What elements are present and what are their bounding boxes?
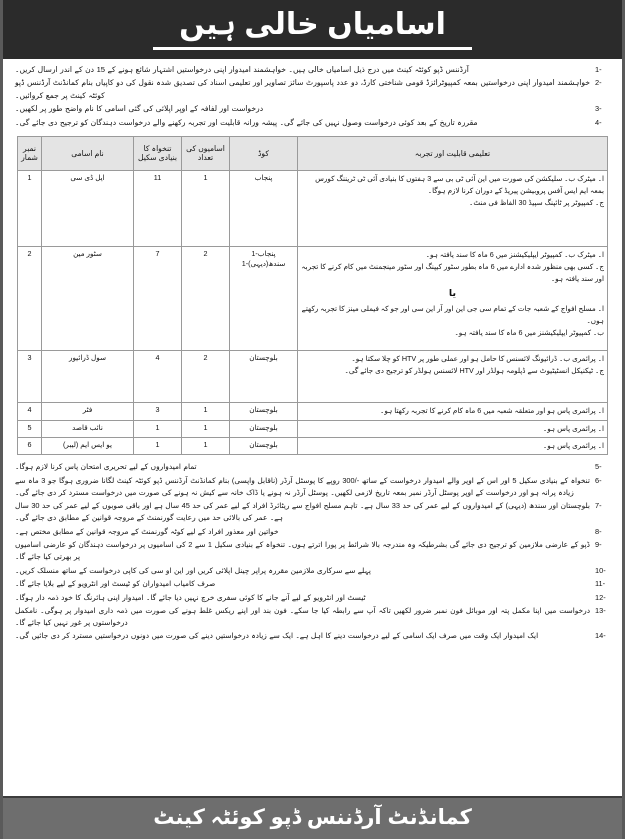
cell-pay-scale: 3	[134, 402, 182, 420]
cell-qualification	[298, 438, 608, 455]
notes-top-list	[3, 59, 622, 134]
column-header-qualification: تعلیمی قابلیت اور تجربہ	[298, 136, 608, 170]
qualification-line: ا۔ پرائمری پاس ہو اور متعلقہ شعبہ میں 6 ماہ کام کرنے کا تجربہ رکھتا ہو۔	[380, 405, 604, 415]
note-number: 1-	[595, 64, 602, 74]
cell-serial: 1	[18, 170, 42, 246]
note-text: ٹیسٹ اور انٹرویو کے لیے آنے جانے کا کوئی سفری خرچ نہیں دیا جائے گا۔ امیدوار اپنی ہائرنگ کا خود ذمہ دار ہوگا۔	[15, 592, 366, 602]
qualification-line: ا۔ پرائمری پاس ہو۔	[542, 441, 604, 451]
note-item	[15, 578, 610, 590]
note-number: 2-	[595, 78, 602, 88]
note-item	[15, 630, 610, 642]
note-number: 7-	[595, 501, 602, 511]
note-number: 10-	[595, 565, 606, 575]
note-number: 5-	[595, 462, 602, 472]
cell-pay-scale: 1	[134, 420, 182, 437]
note-item	[15, 526, 610, 538]
cell-serial: 6	[18, 438, 42, 455]
cell-qualification	[298, 350, 608, 402]
cell-vacancy-count: 1	[182, 420, 230, 437]
column-header-name: نام اسامی	[42, 136, 134, 170]
note-text: مقررہ تاریخ کے بعد کوئی درخواست وصول نہیں کی جائے گی۔ پیشہ ورانہ قابلیت اور تجربہ رکھنے والے درخواست دہندگان کو ترجیح دی جائے گی۔	[15, 118, 478, 128]
note-text: آرڈننس ڈپو کوئٹہ کینٹ میں درج ذیل اسامیاں خالی ہیں۔ خواہشمند امیدوار اپنی درخواستیں اشتہار شائع ہونے کے 15 دن کے اندر ارسال کریں۔	[15, 64, 469, 74]
note-item	[15, 117, 610, 129]
cell-qualification	[298, 402, 608, 420]
cell-vacancy-count: 2	[182, 350, 230, 402]
note-number: 11-	[595, 579, 606, 589]
note-item	[15, 500, 610, 524]
cell-vacancy-count: 1	[182, 170, 230, 246]
note-text: تمام امیدواروں کے لیے تحریری امتحان پاس کرنا لازم ہوگا۔	[15, 462, 197, 472]
code-line: سندھ(دیہی)-1	[241, 259, 286, 269]
cell-pay-scale: 4	[134, 350, 182, 402]
note-text: پہلے سے سرکاری ملازمین مقررہ پراپر چینل اپلائی کریں اور این او سی کی کاپی درخواست کے ساتھ منسلک کریں۔	[15, 565, 371, 575]
note-text: خواتین اور معذور افراد کے لیے کوٹہ گورنمنٹ کے مروجہ قوانین کے مطابق مختص ہے۔	[15, 526, 279, 536]
note-number: 12-	[595, 592, 606, 602]
note-item	[15, 565, 610, 577]
column-header-scale: تنخواہ کا بنیادی سکیل	[134, 136, 182, 170]
cell-qualification	[298, 420, 608, 437]
table-header-row	[18, 136, 608, 170]
qualification-line: ج۔ کسی بھی منظور شدہ ادارے میں 6 ماہ بطور سٹور کیپنگ اور سٹور مینجمنٹ میں کام کرنے کا تجربہ اور سند یافتہ ہو۔	[301, 262, 604, 284]
notes-bottom-list	[3, 456, 622, 647]
page-title: اسامیاں خالی ہیں	[153, 6, 472, 50]
column-header-serial: نمبر شمار	[18, 136, 42, 170]
note-text: خواہشمند امیدوار اپنی درخواستیں بمعہ کمپیوٹرائزڈ قومی شناختی کارڈ، دو عدد پاسپورٹ سائز تصاویر اور تعلیمی اسناد کی تصدیق شدہ نقول کی دو کاپیاں بنام کمانڈنٹ آرڈننس ڈپو کوئٹہ کینٹ پر جمع کروائیں۔	[15, 78, 590, 100]
cell-post-name: سول ڈرائیور	[42, 350, 134, 402]
note-text: درخواست اور لفافہ کے اوپر اپلائی کی گئی اسامی کا نام واضح طور پر لکھیں۔	[15, 104, 264, 114]
vacancy-table-wrapper	[3, 134, 622, 456]
note-number: 8-	[595, 526, 602, 536]
cell-vacancy-count: 1	[182, 438, 230, 455]
table-row	[18, 420, 608, 437]
column-header-count: اسامیوں کی تعداد	[182, 136, 230, 170]
note-text: بلوچستان اور سندھ (دیہی) کے امیدواروں کے لیے عمر کی حد 33 سال ہے۔ تاہم مسلح افواج سے ریٹائرڈ افراد کے لیے عمر کی حد 45 سال ہے اور باقی صوبوں کے لیے عمر کی حد 30 سال ہے۔ عمر کی بالائی حد میں رعایت گورنمنٹ کے مروجہ قوانین کے مطابق دی جائے گی۔	[15, 501, 590, 523]
table-row	[18, 246, 608, 350]
column-header-code: کوڈ	[230, 136, 298, 170]
cell-post-name: فٹر	[42, 402, 134, 420]
note-item	[15, 539, 610, 563]
qualification-line: ا۔ میٹرک ب۔ کمپیوٹر ایپلیکیشنز میں 6 ماہ کا سند یافتہ ہو۔	[425, 249, 604, 259]
table-head	[18, 136, 608, 170]
qualification-line: بمعہ ایم ایس آفس پروبیشن پیریڈ کے دوران کرنا لازم ہوگا۔	[427, 186, 604, 196]
note-number: 6-	[595, 475, 602, 485]
issuing-authority: کمانڈنٹ آرڈننس ڈپو کوئٹہ کینٹ	[153, 805, 472, 829]
note-item	[15, 64, 610, 76]
qualification-line: ب۔ کمپیوٹر ایپلیکیشنز میں 6 ماہ کا سند یافتہ ہو۔	[454, 328, 604, 338]
note-number: 4-	[595, 118, 602, 128]
qualification-line: ا۔ پرائمری پاس ہو۔	[542, 423, 604, 433]
cell-serial: 3	[18, 350, 42, 402]
vacancy-table	[17, 136, 608, 455]
note-item	[15, 475, 610, 499]
table-row	[18, 438, 608, 455]
cell-pay-scale: 7	[134, 246, 182, 350]
cell-vacancy-count: 2	[182, 246, 230, 350]
cell-post-name: سٹور مین	[42, 246, 134, 350]
cell-post-name: نائب قاصد	[42, 420, 134, 437]
note-text: درخواست میں اپنا مکمل پتہ اور موبائل فون نمبر ضرور لکھیں تاکہ آپ سے رابطہ کیا جا سکے۔ فون بند اور اپنے ریکس غلط ہونے کی صورت میں ذمہ داری امیدوار پر ہوگی۔ نامکمل درخواستوں پر غور نہیں کیا جائے گا۔	[15, 606, 590, 627]
cell-code: بلوچستان	[230, 402, 298, 420]
cell-post-name: ایل ڈی سی	[42, 170, 134, 246]
table-body	[18, 170, 608, 454]
footer-spacer	[3, 647, 622, 796]
cell-qualification	[298, 246, 608, 350]
qualification-line: ج۔ ٹیکنیکل انسٹیٹیوٹ سے ڈپلومہ ہولڈر اور HTV لائسنس ہولڈر کو ترجیح دی جائے گی۔	[344, 366, 604, 376]
qualification-line: ا۔ مسلح افواج کے شعبہ جات کے تمام سی جی این اور آر این سی اور جو کہ فیملی مینز کا تجربہ رکھتے ہوں۔	[301, 304, 604, 326]
note-text: صرف کامیاب امیدواران کو ٹیسٹ اور انٹرویو کے لیے بلایا جائے گا۔	[15, 579, 216, 589]
cell-serial: 5	[18, 420, 42, 437]
qualification-line: یا	[448, 288, 457, 300]
cell-post-name: یو ایس ایم (لیبر)	[42, 438, 134, 455]
qualification-line: ا۔ پرائمری ب۔ ڈرائیونگ لائسنس کا حامل ہو اور عملی طور پر HTV کو چلا سکتا ہو۔	[351, 353, 604, 363]
code-line: پنجاب-1	[251, 248, 276, 258]
note-item	[15, 605, 610, 629]
cell-code: بلوچستان	[230, 350, 298, 402]
note-item	[15, 461, 610, 473]
table-row	[18, 350, 608, 402]
footer-banner	[3, 796, 622, 839]
cell-serial: 2	[18, 246, 42, 350]
note-item	[15, 103, 610, 115]
cell-qualification	[298, 170, 608, 246]
note-number: 9-	[595, 540, 602, 550]
cell-serial: 4	[18, 402, 42, 420]
cell-pay-scale: 11	[134, 170, 182, 246]
cell-code: بلوچستان	[230, 420, 298, 437]
note-number: 3-	[595, 104, 602, 114]
cell-code: بلوچستان	[230, 438, 298, 455]
note-text: تنخواہ کے بنیادی سکیل 5 اور اس کے اوپر والے امیدوار درخواست کے ساتھ -/300 روپے کا پوسٹل آرڈر (ناقابل واپسی) بنام کمانڈنٹ آرڈننس ڈپو کوئٹہ کینٹ لگانا ضروری ہوگا جو 3 ماہ سے زیادہ پرانہ ہو اور درخواست کے اوپر پوسٹل آرڈر نمبر بمعہ تاریخ لازمی لکھیں۔ پوسٹل آرڈر نہ ہونے یا ڈاک خانہ سے کیش نہ ہونے کی صورت میں درخواست مسترد کر دی جائے گی۔	[15, 475, 590, 497]
note-item	[15, 77, 610, 102]
qualification-line: ا۔ میٹرک ب۔ سلیکشن کی صورت میں این آئی ٹی بی سے 3 ہفتوں کا بنیادی آئی ٹی ٹریننگ کورس	[315, 173, 604, 183]
note-text: ڈپو کے عارضی ملازمین کو ترجیح دی جائے گی بشرطیکہ وہ مندرجہ بالا شرائط پر پورا اترتے ہوں۔ تنخواہ کے بنیادی سکیل 1 سے 2 کی اسامیوں پر درخواست دہندگان کو عارضی اسامیوں پر بھرتی کیا جائے گا۔	[15, 540, 590, 562]
table-row	[18, 402, 608, 420]
header-banner	[3, 0, 622, 59]
cell-code: پنجاب	[230, 170, 298, 246]
table-row	[18, 170, 608, 246]
cell-pay-scale: 1	[134, 438, 182, 455]
note-item	[15, 592, 610, 604]
qualification-line: ج۔ کمپیوٹر پر ٹائپنگ سپیڈ 30 الفاظ فی منٹ۔	[469, 198, 604, 208]
note-text: ایک امیدوار ایک وقت میں صرف ایک اسامی کے لیے درخواست دینے کا اہل ہے۔ ایک سے زیادہ درخواستیں دینے کی صورت میں دونوں درخواستیں مسترد کر دی جائیں گی۔	[15, 631, 539, 641]
note-number: 14-	[595, 631, 606, 641]
cell-vacancy-count: 1	[182, 402, 230, 420]
note-number: 13-	[595, 606, 606, 615]
cell-code	[230, 246, 298, 350]
